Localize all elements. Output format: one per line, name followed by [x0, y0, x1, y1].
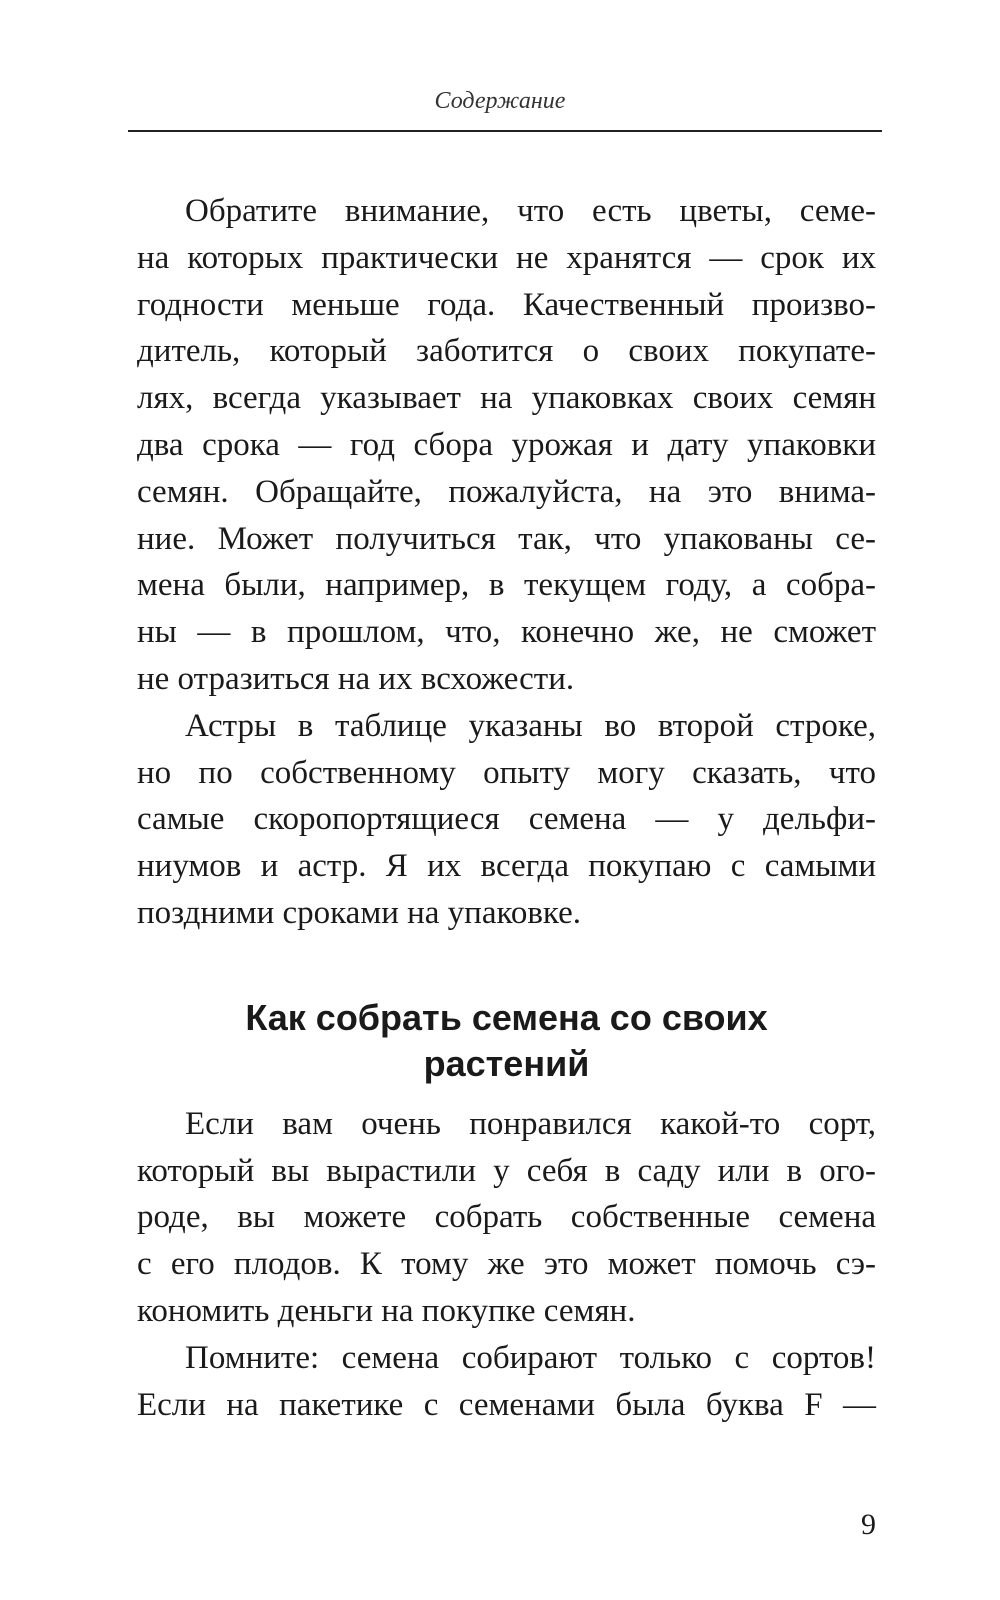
text-line: мена были, например, в текущем году, а собра-	[137, 567, 876, 604]
paragraph-seed-shelf-life	[137, 188, 876, 703]
header-rule	[128, 130, 882, 132]
section-heading	[137, 995, 876, 1087]
text-line: не отразиться на их всхожести.	[137, 660, 575, 697]
text-line: ны — в прошлом, что, конечно же, не сможет	[137, 614, 876, 651]
text-line: Астры в таблице указаны во второй строке,	[185, 707, 876, 744]
text-line: дитель, который заботится о своих покупате-	[137, 333, 876, 370]
paragraph-asters	[137, 703, 876, 937]
text-line: который вы вырастили у себя в саду или в ого-	[137, 1152, 876, 1189]
text-line: поздними сроками на упаковке.	[137, 894, 582, 931]
running-head: Содержание	[434, 88, 566, 114]
page-number: 9	[861, 1508, 876, 1541]
text-line: с его плодов. К тому же это может помочь сэ-	[137, 1246, 876, 1283]
text-line: Если вам очень понравился какой-то сорт,	[185, 1105, 876, 1142]
section-heading-line: растений	[423, 1042, 590, 1084]
text-line: самые скоропортящиеся семена — у дельфи-	[137, 801, 876, 838]
text-line: роде, вы можете собрать собственные семена	[137, 1199, 876, 1236]
text-line: Если на пакетике с семенами была буква F —	[137, 1386, 876, 1423]
text-line: ние. Может получиться так, что упакованы се-	[137, 520, 876, 557]
paragraph-collect-seeds	[137, 1101, 876, 1335]
text-line: но по собственному опыту могу сказать, что	[137, 754, 876, 791]
text-line: семян. Обращайте, пожалуйста, на это внима-	[137, 473, 876, 510]
text-line: Помните: семена собирают только с сортов!	[185, 1339, 876, 1376]
text-line: ниумов и астр. Я их всегда покупаю с самыми	[137, 848, 876, 885]
text-line: два срока — год сбора урожая и дату упаковки	[137, 426, 876, 463]
text-line: лях, всегда указывает на упаковках своих семян	[137, 380, 876, 417]
section-heading-line: Как собрать семена со своих	[245, 996, 768, 1038]
text-line: на которых практически не хранятся — срок их	[137, 239, 876, 276]
text-line: кономить деньги на покупке семян.	[137, 1292, 636, 1329]
page-body	[137, 188, 876, 1428]
paragraph-varieties-note	[137, 1335, 876, 1429]
text-line: годности меньше года. Качественный произво-	[137, 286, 876, 323]
text-line: Обратите внимание, что есть цветы, семе-	[185, 193, 876, 229]
